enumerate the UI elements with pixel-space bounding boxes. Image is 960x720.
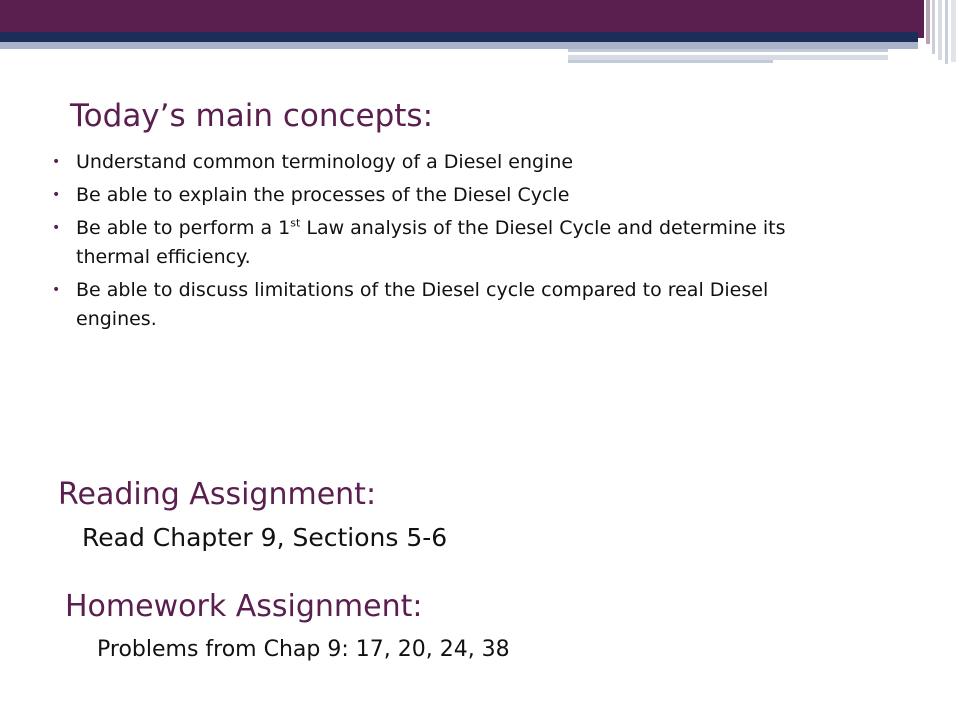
list-item (52, 181, 822, 210)
slide-title: Today’s main concepts: (70, 98, 434, 134)
header-bar-purple (0, 0, 918, 32)
header-accent-line (568, 60, 773, 63)
corner-stripes (918, 0, 960, 64)
reading-assignment-text: Read Chapter 9, Sections 5-6 (82, 523, 448, 552)
bullet-text: Be able to discuss limitations of the Diesel cycle compared to real Diesel engines. (76, 279, 769, 330)
bullet-text: Be able to explain the processes of the Diesel Cycle (76, 184, 570, 206)
header-accent-line (568, 49, 888, 52)
header-bar-gray (0, 42, 918, 49)
list-item (52, 148, 822, 177)
bullet-text-part: Law analysis of the Diesel Cycle and determine its thermal efficiency. (76, 217, 786, 268)
list-item (52, 276, 822, 334)
bullet-icon: • (52, 282, 61, 298)
bullet-icon: • (52, 220, 61, 236)
bullet-text-part: Be able to perform a 1 (76, 217, 291, 239)
header-bar-navy (0, 32, 918, 42)
list-item (52, 214, 822, 272)
homework-assignment-text: Problems from Chap 9: 17, 20, 24, 38 (97, 637, 510, 662)
reading-assignment-heading: Reading Assignment: (58, 477, 377, 512)
homework-assignment-heading: Homework Assignment: (65, 589, 423, 624)
bullet-icon: • (52, 187, 61, 203)
superscript: st (290, 216, 301, 230)
bullet-text: Understand common terminology of a Diesel engine (76, 151, 574, 173)
bullet-icon: • (52, 154, 61, 170)
concept-list (52, 148, 822, 338)
